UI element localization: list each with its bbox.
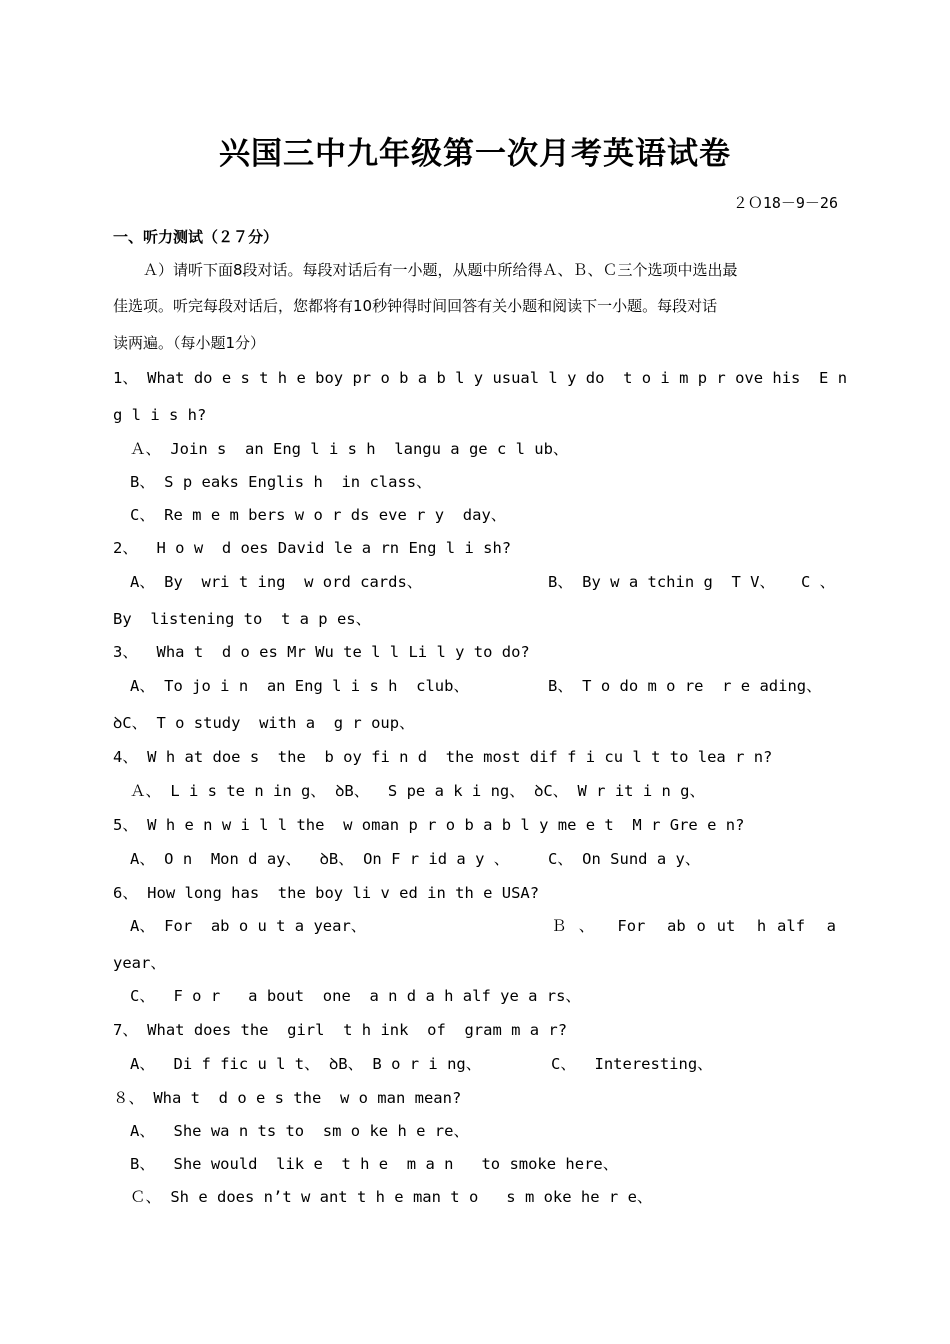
question-6-option-a: A、 For ab o u t a year、 (130, 917, 367, 935)
question-2-option-c: C 、 (801, 573, 836, 591)
question-2-option-a: A、 By wri t ing w ord cards、 (130, 573, 423, 591)
question-4: 4、 W h at doe s the b oy fi n d the most dif f i cu l t to lea r n? (113, 748, 773, 766)
question-6: 6、 How long has the boy li v ed in th e USA? (113, 884, 540, 902)
question-1-cont: g l i s h? (113, 406, 207, 424)
question-1-option-b: B、 S p eaks Englis h in class、 (130, 473, 432, 491)
question-7: 7、 What does the girl t h ink of gram m a r? (113, 1021, 568, 1039)
question-1-option-a: Ａ、 Join s an Eng l i s h langu a ge c l ub、 (130, 440, 569, 458)
question-6-option-b: Ｂ 、 For ab o ut h alf a (551, 917, 836, 935)
question-8-option-b: B、 She would lik e t h e m a n to smoke here、 (130, 1155, 619, 1173)
question-8-option-a: A、 She wa n ts to sm o ke h e re、 (130, 1122, 469, 1140)
question-2-cont: By listening to t a p es、 (113, 610, 372, 628)
section-heading: 一、听力测试（２７分） (113, 228, 279, 246)
question-8: ８、 Wha t d o e s the w o man mean? (113, 1089, 462, 1107)
question-6-option-c: C、 F o r a bout one a n d a h alf ye a rs、 (130, 987, 581, 1005)
question-7-option-c: C、 Interesting、 (551, 1055, 713, 1073)
question-3-option-a: A、 To jo i n an Eng l i s h club、 (130, 677, 469, 695)
question-8-option-c: Ｃ、 Sh e does n’t w ant t h e man t o s m oke he r e、 (130, 1188, 653, 1206)
question-1-option-c: C、 Re m e m bers w o r ds eve r y day、 (130, 506, 507, 524)
question-2-option-b: B、 By w a tchin g T V、 (548, 573, 775, 591)
question-6-cont: year、 (113, 954, 166, 972)
question-7-options: A、 Di f fic u l t、 ꝺB、 B o r i ng、 (130, 1055, 482, 1073)
question-5-option-c: C、 On Sund a y、 (548, 850, 701, 868)
question-3-option-b: B、 T o do m o re r e ading、 (548, 677, 822, 695)
question-3-cont: ꝺC、 T o study with a g r oup、 (113, 714, 415, 732)
question-4-options: Ａ、 L i s te n in g、 ꝺB、 S pe a k i ng、 ꝺC、 W r it i n g、 (130, 782, 705, 800)
question-3: 3、 Wha t d o es Mr Wu te l l Li l y to do? (113, 643, 530, 661)
instruction-line-3: 读两遍。（每小题1分） (113, 334, 266, 352)
question-5: 5、 W h e n w i l l the w oman p r o b a b l y me e t M r Gre e n? (113, 816, 745, 834)
instruction-line-2: 佳选项。听完每段对话后，您都将有10秒钟得时间回答有关小题和阅读下一小题。每段对话 (113, 297, 718, 315)
exam-date: ２Ｏ18－9－26 (732, 194, 838, 212)
page-title: 兴国三中九年级第一次月考英语试卷 (219, 136, 731, 172)
question-1: 1、 What do e s t h e boy pr o b a b l y usual l y do t o i m p r ove his E n (113, 369, 848, 387)
instruction-line-1: Ａ）请听下面8段对话。每段对话后有一小题，从题中所给得Ａ、Ｂ、Ｃ三个选项中选出最 (113, 261, 738, 279)
question-2: 2、 H o w d oes David le a rn Eng l i sh? (113, 539, 512, 557)
question-5-options: A、 O n Mon d ay、 ꝺB、 On F r id a y 、 (130, 850, 510, 868)
